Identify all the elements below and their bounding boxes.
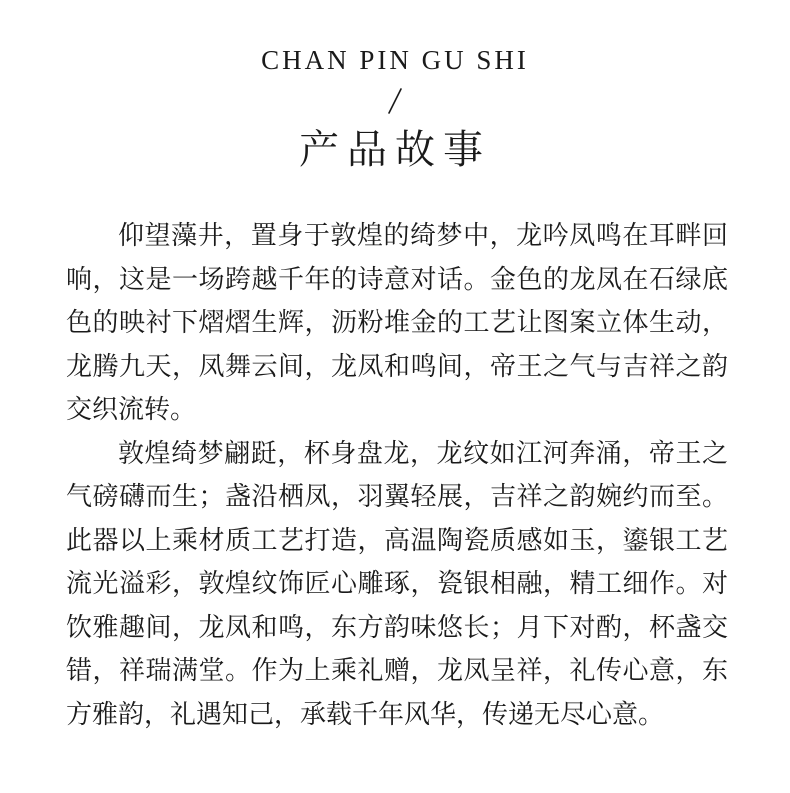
pinyin-subtitle: CHAN PIN GU SHI [261,45,529,75]
page-title: 产品故事 [299,127,491,173]
slash-divider [384,87,406,115]
story-paragraph: 仰望藻井，置身于敦煌的绮梦中，龙吟凤鸣在耳畔回响，这是一场跨越千年的诗意对话。金色的龙凤在石绿底色的映衬下熠熠生辉，沥粉堆金的工艺让图案立体生动，龙腾九天，凤舞云间，龙凤和鸣间，帝王之气与吉祥之韵交织流转。 [66,221,728,425]
story-paragraph: 敦煌绮梦翩跹，杯身盘龙，龙纹如江河奔涌，帝王之气磅礴而生；盏沿栖凤，羽翼轻展，吉祥之韵婉约而至。此器以上乘材质工艺打造，高温陶瓷质感如玉，鎏银工艺流光溢彩，敦煌纹饰匠心雕琢，瓷银相融，精工细作。对饮雅趣间，龙凤和鸣，东方韵味悠长；月下对酌，杯盏交错，祥瑞满堂。作为上乘礼赠，龙凤呈祥，礼传心意，东方雅韵，礼遇知己，承载千年风华，传递无尽心意。 [66,438,728,730]
story-body [66,215,728,737]
